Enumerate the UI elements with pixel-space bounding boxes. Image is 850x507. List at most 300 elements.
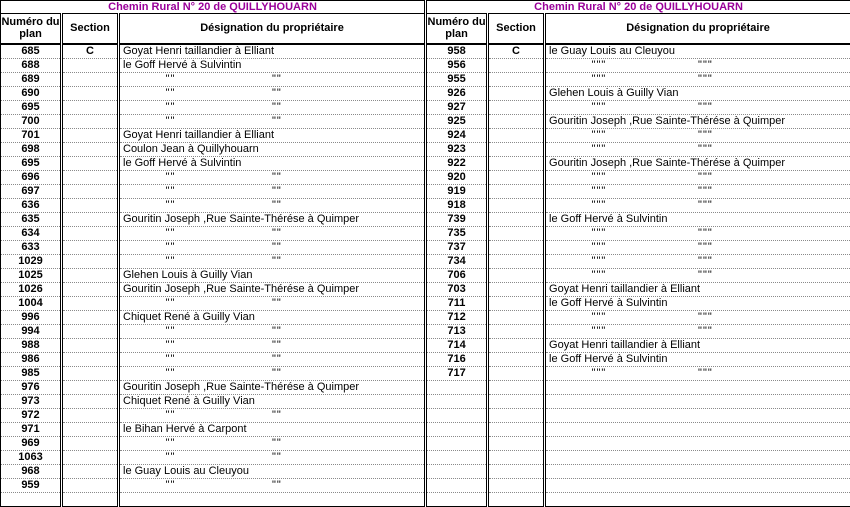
ditto-mark: "" bbox=[165, 296, 176, 309]
section-cell bbox=[62, 254, 119, 268]
plan-number-cell bbox=[427, 380, 488, 394]
section-cell bbox=[488, 380, 545, 394]
plan-number-cell: 695 bbox=[1, 100, 62, 114]
col-header-owner-designation: Désignation du propriétaire bbox=[545, 14, 850, 44]
section-cell bbox=[62, 72, 119, 86]
owner-cell bbox=[119, 72, 425, 86]
owner-cell bbox=[119, 296, 425, 310]
plan-number-cell: 956 bbox=[427, 58, 488, 72]
plan-number-cell: 927 bbox=[427, 100, 488, 114]
empty-table-row bbox=[427, 408, 850, 422]
plan-number-cell: 635 bbox=[1, 212, 62, 226]
section-cell bbox=[62, 240, 119, 254]
ditto-mark: "" bbox=[272, 352, 282, 365]
owner-cell bbox=[119, 450, 425, 464]
owner-cell: Goyat Henri taillandier à Elliant bbox=[545, 282, 850, 296]
plan-number-cell: 734 bbox=[427, 254, 488, 268]
title-row bbox=[427, 1, 850, 14]
table-row bbox=[427, 100, 850, 114]
plan-number-cell: 703 bbox=[427, 282, 488, 296]
section-cell bbox=[62, 184, 119, 198]
ditto-mark: """ bbox=[698, 100, 713, 113]
table-row bbox=[427, 198, 850, 212]
section-cell bbox=[488, 156, 545, 170]
ditto-mark: """ bbox=[698, 128, 713, 141]
section-cell bbox=[62, 282, 119, 296]
ditto-mark: """ bbox=[698, 58, 713, 71]
ditto-mark: "" bbox=[272, 184, 282, 197]
owner-cell bbox=[545, 324, 850, 338]
owner-cell bbox=[119, 198, 425, 212]
table-row bbox=[427, 72, 850, 86]
ditto-mark: "" bbox=[165, 450, 176, 463]
ditto-mark: "" bbox=[272, 100, 282, 113]
section-cell bbox=[488, 268, 545, 282]
ditto-mark: "" bbox=[272, 366, 282, 379]
owner-cell bbox=[119, 408, 425, 422]
table-body bbox=[1, 44, 425, 507]
ditto-mark: "" bbox=[165, 100, 176, 113]
table-row bbox=[1, 464, 425, 478]
ditto-mark: "" bbox=[272, 450, 282, 463]
owner-cell: le Goff Hervé à Sulvintin bbox=[545, 352, 850, 366]
table-row bbox=[1, 436, 425, 450]
plan-number-cell: 994 bbox=[1, 324, 62, 338]
plan-number-cell: 924 bbox=[427, 128, 488, 142]
owner-cell bbox=[545, 254, 850, 268]
section-cell bbox=[488, 310, 545, 324]
plan-number-cell: 919 bbox=[427, 184, 488, 198]
ditto-mark: """ bbox=[591, 240, 607, 253]
section-cell bbox=[62, 86, 119, 100]
table-row bbox=[1, 254, 425, 268]
section-cell bbox=[488, 254, 545, 268]
section-cell bbox=[488, 492, 545, 506]
table-title: Chemin Rural N° 20 de QUILLYHOUARN bbox=[427, 1, 850, 14]
section-cell bbox=[488, 142, 545, 156]
section-cell bbox=[62, 338, 119, 352]
plan-number-cell: 971 bbox=[1, 422, 62, 436]
owner-cell: Chiquet René à Guilly Vian bbox=[119, 394, 425, 408]
section-cell bbox=[488, 478, 545, 492]
section-cell bbox=[488, 408, 545, 422]
ditto-mark: """ bbox=[591, 142, 607, 155]
table-row bbox=[1, 282, 425, 296]
ditto-mark: "" bbox=[165, 226, 176, 239]
owner-cell bbox=[119, 366, 425, 380]
section-cell bbox=[62, 436, 119, 450]
section-cell bbox=[62, 408, 119, 422]
table-row bbox=[1, 310, 425, 324]
table-row bbox=[1, 128, 425, 142]
section-cell bbox=[488, 100, 545, 114]
owner-cell bbox=[545, 240, 850, 254]
plan-number-cell: 634 bbox=[1, 226, 62, 240]
section-cell bbox=[488, 450, 545, 464]
owner-cell: Glehen Louis à Guilly Vian bbox=[545, 86, 850, 100]
table-row bbox=[427, 44, 850, 59]
ditto-mark: "" bbox=[272, 72, 282, 85]
ditto-mark: """ bbox=[591, 184, 607, 197]
ditto-mark: """ bbox=[698, 268, 713, 281]
table-row bbox=[1, 184, 425, 198]
table-row bbox=[1, 394, 425, 408]
owner-cell bbox=[119, 436, 425, 450]
empty-table-row bbox=[427, 380, 850, 394]
plan-number-cell: 739 bbox=[427, 212, 488, 226]
table-row bbox=[1, 198, 425, 212]
table-row bbox=[1, 240, 425, 254]
ditto-mark: """ bbox=[591, 310, 607, 323]
section-cell bbox=[62, 492, 119, 506]
ditto-mark: "" bbox=[165, 352, 176, 365]
table-row bbox=[1, 366, 425, 380]
section-cell bbox=[488, 72, 545, 86]
ditto-mark: """ bbox=[698, 142, 713, 155]
table-row bbox=[1, 100, 425, 114]
owner-cell: Glehen Louis à Guilly Vian bbox=[119, 268, 425, 282]
ditto-mark: """ bbox=[591, 324, 607, 337]
table-row bbox=[427, 366, 850, 380]
plan-number-cell: 986 bbox=[1, 352, 62, 366]
table-row bbox=[427, 282, 850, 296]
table-row bbox=[1, 114, 425, 128]
plan-number-cell: 689 bbox=[1, 72, 62, 86]
section-cell bbox=[62, 198, 119, 212]
empty-table-row bbox=[427, 492, 850, 506]
title-row bbox=[1, 1, 425, 14]
section-cell: C bbox=[488, 44, 545, 59]
ditto-mark: "" bbox=[165, 254, 176, 267]
plan-number-cell: 735 bbox=[427, 226, 488, 240]
section-cell bbox=[62, 212, 119, 226]
ditto-mark: """ bbox=[698, 310, 713, 323]
ditto-mark: """ bbox=[591, 170, 607, 183]
table-row bbox=[1, 156, 425, 170]
table-row bbox=[1, 58, 425, 72]
plan-number-cell: 996 bbox=[1, 310, 62, 324]
ditto-mark: "" bbox=[165, 478, 176, 491]
plan-number-cell: 636 bbox=[1, 198, 62, 212]
section-cell bbox=[488, 464, 545, 478]
section-cell bbox=[488, 114, 545, 128]
owner-cell bbox=[545, 408, 850, 422]
table-row bbox=[427, 338, 850, 352]
plan-number-cell bbox=[427, 478, 488, 492]
table-row bbox=[1, 324, 425, 338]
table-row bbox=[1, 450, 425, 464]
owner-cell bbox=[119, 352, 425, 366]
owner-cell bbox=[545, 198, 850, 212]
table-row bbox=[1, 170, 425, 184]
table-row bbox=[427, 184, 850, 198]
plan-number-cell: 972 bbox=[1, 408, 62, 422]
owner-cell bbox=[545, 464, 850, 478]
plan-number-cell: 711 bbox=[427, 296, 488, 310]
col-header-owner-designation: Désignation du propriétaire bbox=[119, 14, 425, 44]
ditto-mark: """ bbox=[591, 268, 607, 281]
ditto-mark: """ bbox=[698, 184, 713, 197]
ditto-mark: """ bbox=[698, 324, 713, 337]
ditto-mark: "" bbox=[272, 436, 282, 449]
plan-number-cell: 717 bbox=[427, 366, 488, 380]
owner-cell: le Goff Hervé à Sulvintin bbox=[119, 58, 425, 72]
table-row bbox=[427, 310, 850, 324]
table-row bbox=[1, 408, 425, 422]
plan-number-cell: 985 bbox=[1, 366, 62, 380]
plan-number-cell bbox=[427, 492, 488, 506]
owner-cell: Gouritin Joseph ,Rue Sainte-Thérése à Quimper bbox=[545, 156, 850, 170]
table-row bbox=[1, 72, 425, 86]
section-cell bbox=[62, 366, 119, 380]
plan-number-cell: 698 bbox=[1, 142, 62, 156]
plan-number-cell: 925 bbox=[427, 114, 488, 128]
empty-table-row bbox=[427, 478, 850, 492]
owner-cell bbox=[119, 240, 425, 254]
plan-number-cell: 700 bbox=[1, 114, 62, 128]
empty-table-row bbox=[427, 464, 850, 478]
ditto-mark: """ bbox=[591, 100, 607, 113]
ditto-mark: """ bbox=[698, 366, 713, 379]
table-row bbox=[1, 296, 425, 310]
plan-number-cell: 697 bbox=[1, 184, 62, 198]
owner-cell: Gouritin Joseph ,Rue Sainte-Thérése à Quimper bbox=[119, 380, 425, 394]
owner-cell bbox=[545, 366, 850, 380]
section-cell: C bbox=[62, 44, 119, 59]
owner-cell bbox=[545, 422, 850, 436]
table-row bbox=[1, 142, 425, 156]
plan-number-cell: 1004 bbox=[1, 296, 62, 310]
owner-cell bbox=[545, 478, 850, 492]
owner-cell bbox=[119, 114, 425, 128]
owner-cell bbox=[545, 100, 850, 114]
table-row bbox=[1, 380, 425, 394]
owner-cell bbox=[545, 184, 850, 198]
plan-number-cell: 1026 bbox=[1, 282, 62, 296]
section-cell bbox=[488, 212, 545, 226]
table-row bbox=[1, 352, 425, 366]
owner-cell bbox=[545, 492, 850, 506]
plan-number-cell: 923 bbox=[427, 142, 488, 156]
section-cell bbox=[488, 366, 545, 380]
ditto-mark: """ bbox=[591, 128, 607, 141]
owner-cell: Gouritin Joseph ,Rue Sainte-Thérése à Quimper bbox=[545, 114, 850, 128]
section-cell bbox=[62, 268, 119, 282]
owner-cell bbox=[119, 100, 425, 114]
owner-cell bbox=[119, 324, 425, 338]
plan-number-cell bbox=[427, 464, 488, 478]
plan-number-cell: 1025 bbox=[1, 268, 62, 282]
owner-cell bbox=[119, 184, 425, 198]
empty-table-row bbox=[1, 492, 425, 506]
owner-cell: Gouritin Joseph ,Rue Sainte-Thérése à Quimper bbox=[119, 282, 425, 296]
plan-number-cell: 714 bbox=[427, 338, 488, 352]
plan-number-cell bbox=[427, 422, 488, 436]
ditto-mark: """ bbox=[591, 366, 607, 379]
plan-number-cell: 969 bbox=[1, 436, 62, 450]
table-row bbox=[427, 240, 850, 254]
header-row bbox=[427, 14, 850, 44]
owner-cell: le Goff Hervé à Sulvintin bbox=[119, 156, 425, 170]
table-row bbox=[427, 142, 850, 156]
ditto-mark: "" bbox=[165, 366, 176, 379]
ditto-mark: "" bbox=[272, 114, 282, 127]
ditto-mark: """ bbox=[591, 226, 607, 239]
table-row bbox=[427, 324, 850, 338]
plan-number-cell: 685 bbox=[1, 44, 62, 59]
plan-number-cell bbox=[427, 394, 488, 408]
plan-number-cell: 926 bbox=[427, 86, 488, 100]
owner-cell: le Bihan Hervé à Carpont bbox=[119, 422, 425, 436]
section-cell bbox=[488, 198, 545, 212]
owner-cell: Goyat Henri taillandier à Elliant bbox=[545, 338, 850, 352]
table-row bbox=[1, 226, 425, 240]
section-cell bbox=[62, 128, 119, 142]
ditto-mark: "" bbox=[165, 436, 176, 449]
section-cell bbox=[62, 352, 119, 366]
plan-number-cell bbox=[427, 408, 488, 422]
table-row bbox=[427, 156, 850, 170]
ditto-mark: "" bbox=[165, 408, 176, 421]
ditto-mark: "" bbox=[272, 240, 282, 253]
table-row bbox=[1, 86, 425, 100]
ditto-mark: """ bbox=[591, 58, 607, 71]
table-title: Chemin Rural N° 20 de QUILLYHOUARN bbox=[1, 1, 425, 14]
section-cell bbox=[488, 184, 545, 198]
ditto-mark: "" bbox=[272, 324, 282, 337]
ditto-mark: "" bbox=[165, 240, 176, 253]
plan-number-cell: 713 bbox=[427, 324, 488, 338]
section-cell bbox=[62, 478, 119, 492]
section-cell bbox=[488, 422, 545, 436]
ditto-mark: "" bbox=[272, 296, 282, 309]
owner-cell bbox=[545, 394, 850, 408]
plan-number-cell: 688 bbox=[1, 58, 62, 72]
owner-cell bbox=[119, 492, 425, 506]
section-cell bbox=[62, 450, 119, 464]
ditto-mark: "" bbox=[165, 170, 176, 183]
section-cell bbox=[62, 422, 119, 436]
header-row bbox=[1, 14, 425, 44]
ditto-mark: "" bbox=[272, 170, 282, 183]
plan-number-cell: 716 bbox=[427, 352, 488, 366]
owner-cell: Gouritin Joseph ,Rue Sainte-Thérése à Quimper bbox=[119, 212, 425, 226]
section-cell bbox=[62, 310, 119, 324]
plan-number-cell: 918 bbox=[427, 198, 488, 212]
owner-cell bbox=[545, 226, 850, 240]
section-cell bbox=[488, 128, 545, 142]
plan-number-cell: 988 bbox=[1, 338, 62, 352]
ditto-mark: "" bbox=[165, 184, 176, 197]
section-cell bbox=[62, 380, 119, 394]
table-row bbox=[1, 44, 425, 59]
plan-number-cell: 633 bbox=[1, 240, 62, 254]
plan-number-cell: 920 bbox=[427, 170, 488, 184]
ditto-mark: "" bbox=[272, 338, 282, 351]
section-cell bbox=[488, 282, 545, 296]
plan-number-cell: 712 bbox=[427, 310, 488, 324]
ditto-mark: "" bbox=[272, 254, 282, 267]
owner-cell bbox=[119, 170, 425, 184]
section-cell bbox=[62, 464, 119, 478]
col-header-section: Section bbox=[488, 14, 545, 44]
ditto-mark: """ bbox=[591, 72, 607, 85]
table-row bbox=[427, 86, 850, 100]
ditto-mark: """ bbox=[591, 198, 607, 211]
table-row bbox=[1, 338, 425, 352]
section-cell bbox=[488, 436, 545, 450]
owner-cell bbox=[545, 170, 850, 184]
ditto-mark: "" bbox=[165, 86, 176, 99]
ditto-mark: """ bbox=[698, 170, 713, 183]
section-cell bbox=[488, 394, 545, 408]
table-row bbox=[1, 212, 425, 226]
owner-cell bbox=[545, 72, 850, 86]
section-cell bbox=[62, 100, 119, 114]
section-cell bbox=[62, 226, 119, 240]
table-row bbox=[1, 478, 425, 492]
owner-cell bbox=[545, 58, 850, 72]
plan-number-cell: 690 bbox=[1, 86, 62, 100]
section-cell bbox=[488, 338, 545, 352]
owner-cell: Coulon Jean à Quillyhouarn bbox=[119, 142, 425, 156]
plan-number-cell: 737 bbox=[427, 240, 488, 254]
plan-number-cell: 696 bbox=[1, 170, 62, 184]
empty-table-row bbox=[427, 394, 850, 408]
plan-number-cell: 1029 bbox=[1, 254, 62, 268]
plan-number-cell: 973 bbox=[1, 394, 62, 408]
section-cell bbox=[62, 142, 119, 156]
table-row bbox=[427, 58, 850, 72]
owner-cell bbox=[119, 254, 425, 268]
plan-number-cell: 976 bbox=[1, 380, 62, 394]
owner-cell: Goyat Henri taillandier à Elliant bbox=[119, 128, 425, 142]
owner-cell: Chiquet René à Guilly Vian bbox=[119, 310, 425, 324]
plan-number-cell: 955 bbox=[427, 72, 488, 86]
section-cell bbox=[62, 156, 119, 170]
owner-cell bbox=[545, 268, 850, 282]
table-row bbox=[427, 128, 850, 142]
table-body bbox=[427, 44, 850, 507]
owner-cell bbox=[545, 436, 850, 450]
section-cell bbox=[488, 352, 545, 366]
owner-cell bbox=[119, 478, 425, 492]
owner-cell: le Guay Louis au Cleuyou bbox=[545, 44, 850, 59]
plan-number-cell bbox=[427, 450, 488, 464]
plan-number-cell: 958 bbox=[427, 44, 488, 59]
table-row bbox=[427, 352, 850, 366]
section-cell bbox=[488, 226, 545, 240]
plan-number-cell bbox=[427, 436, 488, 450]
table-row bbox=[1, 268, 425, 282]
ditto-mark: "" bbox=[165, 338, 176, 351]
ditto-mark: "" bbox=[165, 198, 176, 211]
ditto-mark: "" bbox=[165, 324, 176, 337]
section-cell bbox=[62, 170, 119, 184]
section-cell bbox=[62, 394, 119, 408]
table-row bbox=[427, 296, 850, 310]
section-cell bbox=[62, 296, 119, 310]
section-cell bbox=[488, 170, 545, 184]
empty-table-row bbox=[427, 422, 850, 436]
table-row bbox=[427, 212, 850, 226]
owner-cell bbox=[545, 380, 850, 394]
plan-number-cell: 695 bbox=[1, 156, 62, 170]
ditto-mark: "" bbox=[272, 226, 282, 239]
empty-table-row bbox=[427, 436, 850, 450]
rural-road-table-right bbox=[426, 0, 850, 507]
col-header-section: Section bbox=[62, 14, 119, 44]
